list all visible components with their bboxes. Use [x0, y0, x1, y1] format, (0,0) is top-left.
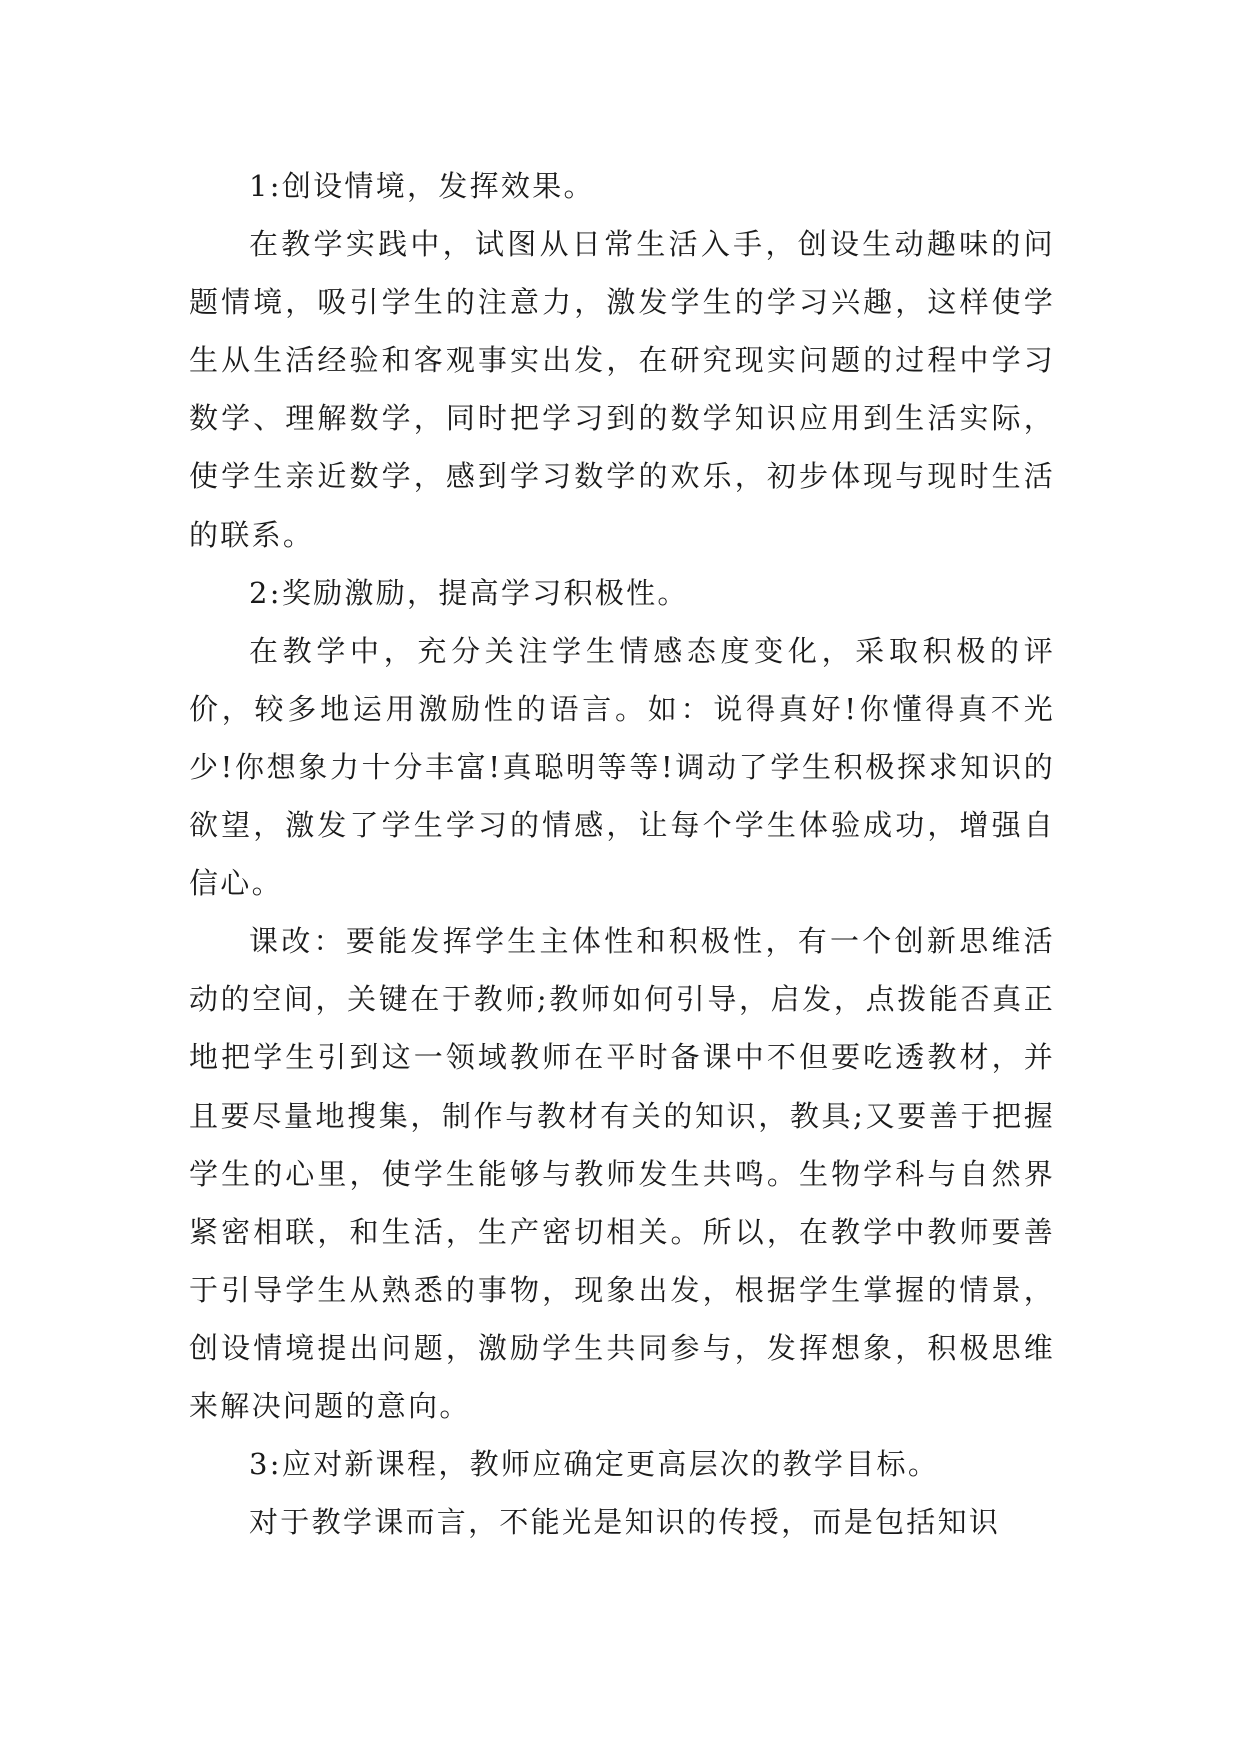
paragraph-1: 在教学实践中，试图从日常生活入手，创设生动趣味的问题情境，吸引学生的注意力，激发学生的学习兴趣，这样使学生从生活经验和客观事实出发，在研究现实问题的过程中学习数学、理解数学，同时把学习到的数学知识应用到生活实际，使学生亲近数学，感到学习数学的欢乐，初步体现与现时生活的联系。	[189, 227, 1055, 552]
heading-3: 3:应对新课程，教师应确定更高层次的教学目标。	[249, 1447, 940, 1482]
heading-2: 2:奖励激励，提高学习积极性。	[249, 575, 689, 610]
heading-1: 1:创设情境，发挥效果。	[249, 169, 595, 203]
paragraph-3: 课改：要能发挥学生主体性和积极性，有一个创新思维活动的空间，关键在于教师;教师如何引导，启发，点拨能否真正地把学生引到这一领域教师在平时备课中不但要吃透教材，并且要尽量地搜集，制作与教材有关的知识，教具;又要善于把握学生的心里，使学生能够与教师发生共鸣。生物学科与自然界紧密相联，和生活，生产密切相关。所以，在教学中教师要善于引导学生从熟悉的事物，现象出发，根据学生掌握的情景，创设情境提出问题，激励学生共同参与，发挥想象，积极思维来解决问题的意向。	[189, 924, 1055, 1423]
paragraph-4: 对于教学课而言，不能光是知识的传授，而是包括知识	[249, 1505, 1001, 1540]
paragraph-2: 在教学中，充分关注学生情感态度变化，采取积极的评价，较多地运用激励性的语言。如：说得真好!你懂得真不光少!你想象力十分丰富!真聪明等等!调动了学生积极探求知识的欲望，激发了学生学习的情感，让每个学生体验成功，增强自信心。	[189, 633, 1055, 901]
document-body	[189, 157, 1055, 1551]
